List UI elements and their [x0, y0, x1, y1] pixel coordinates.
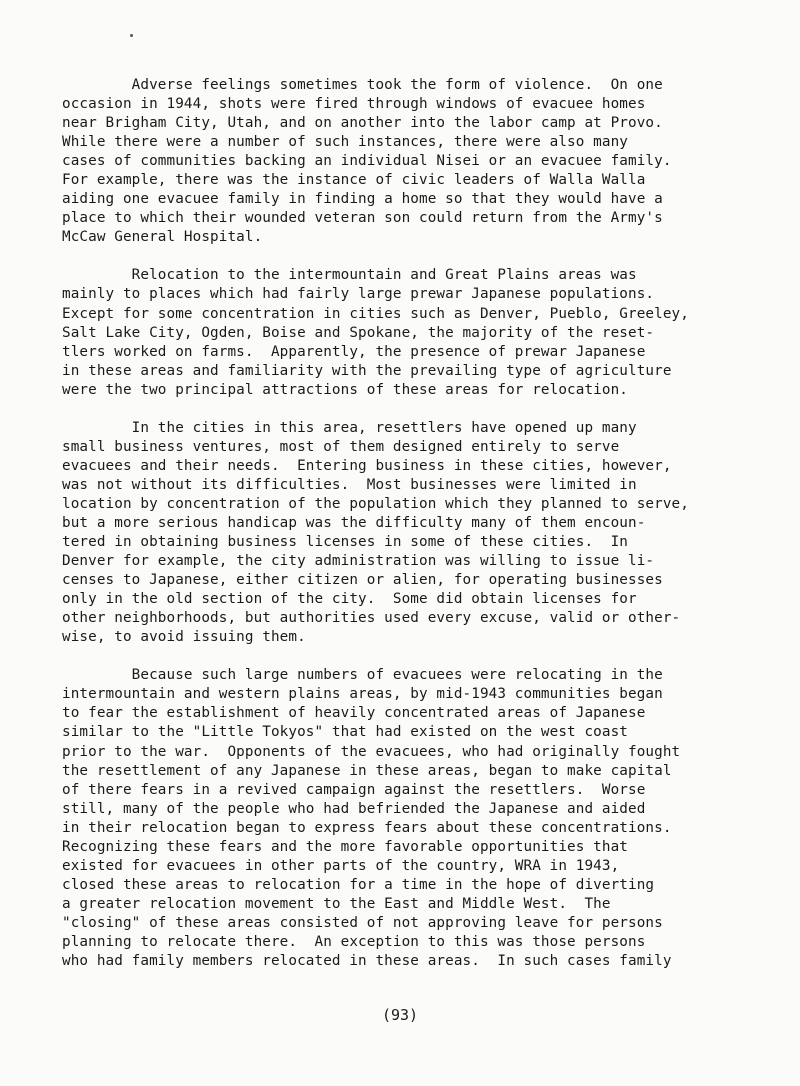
- text-line: location by concentration of the population which they planned to serve,: [62, 495, 689, 512]
- page-number: (93): [381, 1006, 419, 1024]
- text-line: only in the old section of the city. Some did obtain licenses for: [62, 591, 637, 608]
- text-line: Salt Lake City, Ogden, Boise and Spokane, the majority of the reset-: [62, 324, 655, 341]
- text-line: existed for evacuees in other parts of the country, WRA in 1943,: [62, 857, 620, 874]
- text-line: Recognizing these fears and the more favorable opportunities that: [62, 838, 628, 855]
- body-text: [62, 76, 752, 990]
- text-line: censes to Japanese, either citizen or alien, for operating businesses: [62, 572, 663, 589]
- text-line: Because such large numbers of evacuees were relocating in the: [62, 667, 663, 684]
- text-line: who had family members relocated in these areas. In such cases family: [62, 953, 672, 970]
- text-line: Relocation to the intermountain and Great Plains areas was: [62, 267, 637, 284]
- text-line: in these areas and familiarity with the prevailing type of agriculture: [62, 362, 672, 379]
- text-line: the resettlement of any Japanese in these areas, began to make capital: [62, 762, 672, 779]
- text-line: of there fears in a revived campaign against the resettlers. Worse: [62, 781, 646, 798]
- text-line: "closing" of these areas consisted of not approving leave for persons: [62, 914, 663, 931]
- text-line: to fear the establishment of heavily concentrated areas of Japanese: [62, 705, 646, 722]
- text-line: For example, there was the instance of civic leaders of Walla Walla: [62, 172, 646, 189]
- text-line: place to which their wounded veteran son could return from the Army's: [62, 210, 663, 227]
- text-line: closed these areas to relocation for a time in the hope of diverting: [62, 876, 655, 893]
- text-line: aiding one evacuee family in finding a home so that they would have a: [62, 191, 663, 208]
- paragraph-violence: [62, 76, 752, 247]
- text-line: intermountain and western plains areas, by mid-1943 communities began: [62, 686, 663, 703]
- text-line: similar to the "Little Tokyos" that had existed on the west coast: [62, 724, 628, 741]
- text-line: occasion in 1944, shots were fired through windows of evacuee homes: [62, 96, 646, 113]
- text-line: Except for some concentration in cities such as Denver, Pueblo, Greeley,: [62, 305, 689, 322]
- stray-mark: [130, 34, 133, 37]
- text-line: other neighborhoods, but authorities used every excuse, valid or other-: [62, 610, 681, 627]
- paragraph-business: [62, 419, 752, 648]
- text-line: tered in obtaining business licenses in some of these cities. In: [62, 534, 628, 551]
- text-line: wise, to avoid issuing them.: [62, 629, 306, 646]
- text-line: cases of communities backing an individual Nisei or an evacuee family.: [62, 153, 672, 170]
- text-line: Denver for example, the city administration was willing to issue li-: [62, 553, 655, 570]
- text-line: Adverse feelings sometimes took the form of violence. On one: [62, 77, 663, 93]
- text-line: in their relocation began to express fears about these concentrations.: [62, 819, 672, 836]
- text-line: McCaw General Hospital.: [62, 229, 263, 246]
- text-line: was not without its difficulties. Most businesses were limited in: [62, 476, 637, 493]
- text-line: were the two principal attractions of these areas for relocation.: [62, 381, 628, 398]
- text-line: a greater relocation movement to the East and Middle West. The: [62, 895, 611, 912]
- paragraph-concentrations: [62, 666, 752, 971]
- paragraph-relocation-areas: [62, 266, 752, 399]
- text-line: small business ventures, most of them designed entirely to serve: [62, 438, 620, 455]
- text-line: mainly to places which had fairly large prewar Japanese populations.: [62, 286, 655, 303]
- text-line: evacuees and their needs. Entering business in these cities, however,: [62, 457, 672, 474]
- text-line: tlers worked on farms. Apparently, the presence of prewar Japanese: [62, 343, 646, 360]
- text-line: While there were a number of such instances, there were also many: [62, 134, 628, 151]
- text-line: still, many of the people who had befriended the Japanese and aided: [62, 800, 646, 817]
- text-line: near Brigham City, Utah, and on another into the labor camp at Provo.: [62, 115, 663, 132]
- text-line: planning to relocate there. An exception to this was those persons: [62, 933, 646, 950]
- text-line: but a more serious handicap was the difficulty many of them encoun-: [62, 514, 646, 531]
- text-line: In the cities in this area, resettlers have opened up many: [62, 419, 637, 436]
- text-line: prior to the war. Opponents of the evacuees, who had originally fought: [62, 743, 681, 760]
